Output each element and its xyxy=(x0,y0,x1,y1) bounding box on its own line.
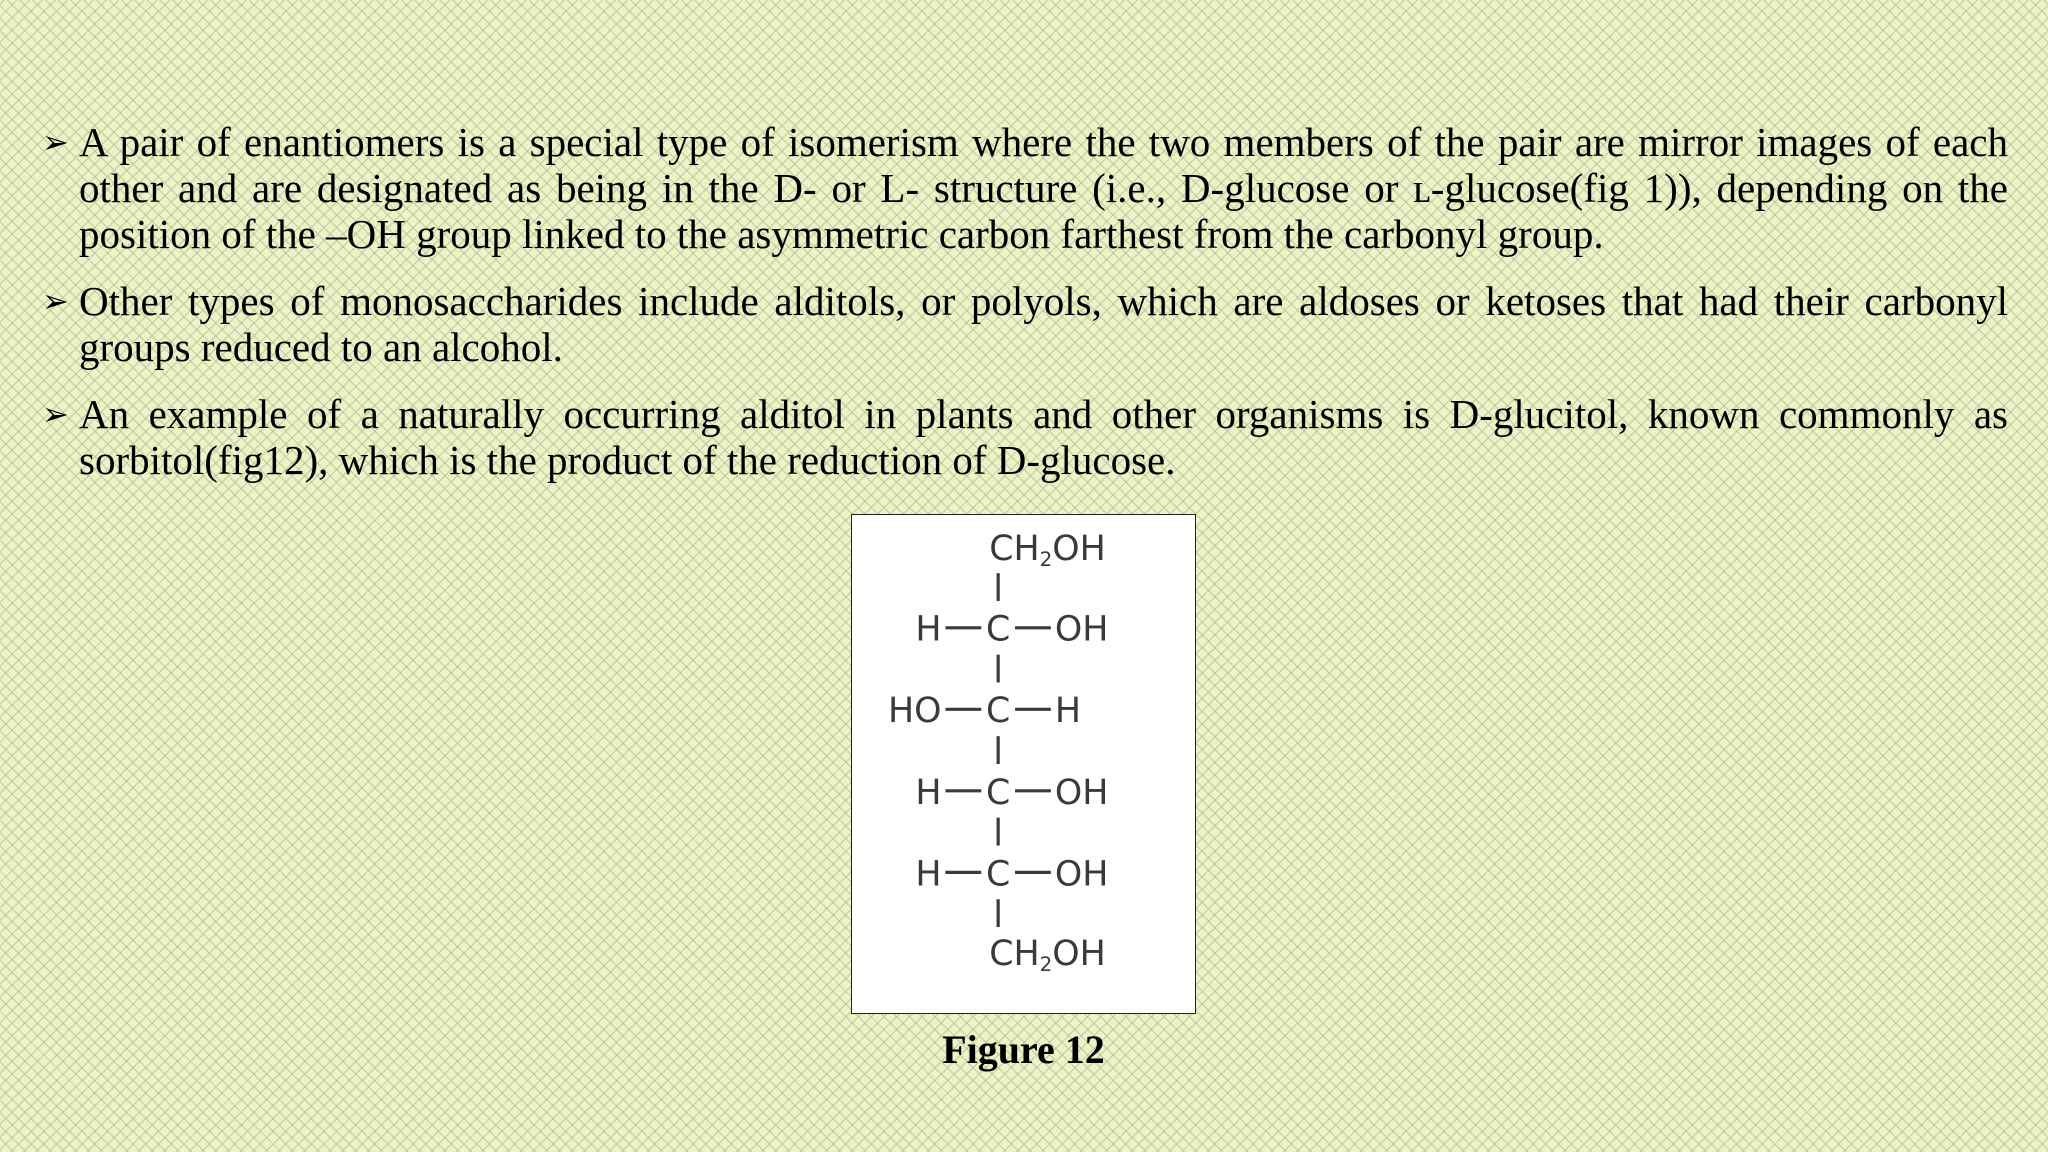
bullet-list xyxy=(42,119,2008,504)
figure-caption: Figure 12 xyxy=(942,1027,1105,1072)
row-left: HO xyxy=(887,691,942,732)
row-center: C xyxy=(985,691,1011,732)
sorbitol-structure xyxy=(852,515,1195,1013)
figure-12-image xyxy=(851,514,1196,1014)
bottom-group-main: CH xyxy=(989,933,1040,974)
row-right: H xyxy=(1054,691,1081,732)
top-group xyxy=(989,529,1106,571)
bullet-text: Other types of monosaccharides include alditols, or polyols, which are aldoses or ketoses that had their carbonyl groups reduced to an alcohol. xyxy=(79,278,2008,370)
row-right: OH xyxy=(1054,854,1109,895)
row-right: OH xyxy=(1054,609,1109,650)
bottom-group-sub: 2 xyxy=(1039,952,1053,976)
arrow-bullet-icon: ➢ xyxy=(42,395,69,433)
row-center: C xyxy=(985,609,1011,650)
bottom-group xyxy=(989,934,1106,976)
top-group-sub: 2 xyxy=(1039,548,1053,572)
arrow-bullet-icon: ➢ xyxy=(42,282,69,320)
bullet-text: An example of a naturally occurring alditol in plants and other organisms is D-glucitol, known commonly as sorbitol(fig12), which is the product of the reduction of D-glucose. xyxy=(79,391,2008,483)
top-group-tail: OH xyxy=(1052,529,1106,570)
row-left: H xyxy=(915,609,942,650)
bottom-group-tail: OH xyxy=(1052,933,1106,974)
row-left: H xyxy=(915,854,942,895)
arrow-bullet-icon: ➢ xyxy=(42,123,69,161)
row-center: C xyxy=(985,772,1011,813)
bullet-item xyxy=(42,391,2008,483)
bullet-item xyxy=(42,278,2008,370)
bullet-text: A pair of enantiomers is a special type of isomerism where the two members of the pair are mirror images of each other and are designated as being in the D- or L- structure (i.e., D-glucose or ʟ-glucose(fig 1)), depending on the position of the –OH group linked to the asymmetric carbon farthest from the carbonyl group. xyxy=(79,119,2008,257)
row-right: OH xyxy=(1054,772,1109,813)
row-left: H xyxy=(915,772,942,813)
row-center: C xyxy=(985,854,1011,895)
top-group-main: CH xyxy=(989,529,1040,570)
bullet-item xyxy=(42,119,2008,257)
